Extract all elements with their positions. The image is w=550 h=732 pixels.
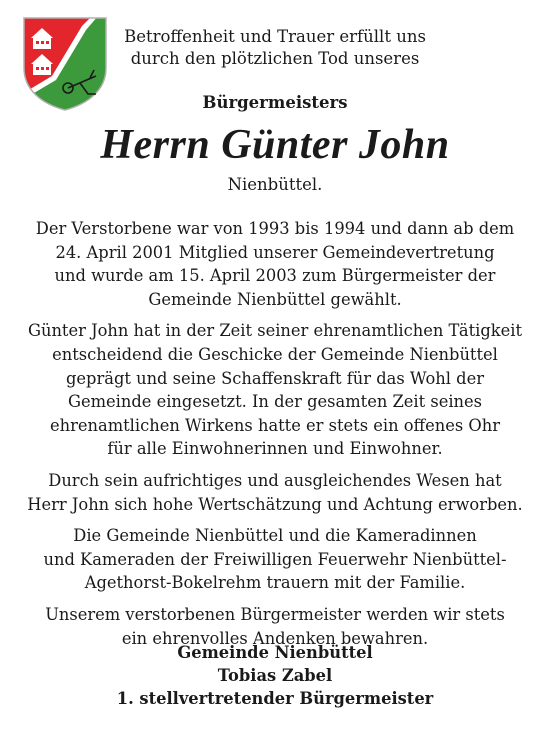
text-line: 24. April 2001 Mitglied unserer Gemeindevertretung [55,242,495,262]
intro-line: durch den plötzlichen Tod unseres [130,49,420,68]
deceased-name: Herrn Günter John [100,122,450,168]
text-line: Durch sein aufrichtiges und ausgleichendes Wesen hat [48,470,502,490]
text-line: Die Gemeinde Nienbüttel und die Kameradinnen [73,526,477,546]
text-line: Gemeinde eingesetzt. In der gesamten Zeit seines [67,392,483,412]
signature-block [0,641,550,710]
text-line: entscheidend die Geschicke der Gemeinde Nienbüttel [52,344,498,364]
text-line: ehrenamtlichen Wirkens hatte er stets ein offenes Ohr [49,415,501,435]
text-line: ein ehrenvolles Andenken bewahren. [121,628,429,648]
text-line: Unserem verstorbenen Bürgermeister werden wir stets [45,604,505,624]
text-line: und wurde am 15. April 2003 zum Bürgermeister der [54,266,496,286]
text-line: Der Verstorbene war von 1993 bis 1994 und dann ab dem [35,219,515,238]
text-line: für alle Einwohnerinnen und Einwohner. [107,439,443,459]
paragraph-character [0,469,550,516]
obituary-body [0,217,550,658]
signature-name: Tobias Zabel [217,666,333,685]
text-line: Günter John hat in der Zeit seiner ehrenamtlichen Tätigkeit [27,321,523,341]
text-line: Gemeinde Nienbüttel gewählt. [148,289,402,309]
text-line: Herr John sich hohe Wertschätzung und Achtung erworben. [27,494,523,514]
deceased-title: Bürgermeisters [202,93,348,112]
deceased-place: Nienbüttel. [227,175,323,194]
intro-line: Betroffenheit und Trauer erfüllt uns [124,27,426,46]
text-line: Agethorst-Bokelrehm trauern mit der Familie. [84,573,466,593]
paragraph-service [0,319,550,461]
signature-role: 1. stellvertretender Bürgermeister [116,689,434,708]
paragraph-mourners [0,524,550,595]
signature-organization: Gemeinde Nienbüttel [177,643,373,662]
text-line: und Kameraden der Freiwilligen Feuerwehr Nienbüttel- [43,549,507,569]
paragraph-tenure [0,217,550,311]
intro-text [110,26,440,70]
text-line: geprägt und seine Schaffenskraft für das Wohl der [65,368,485,388]
